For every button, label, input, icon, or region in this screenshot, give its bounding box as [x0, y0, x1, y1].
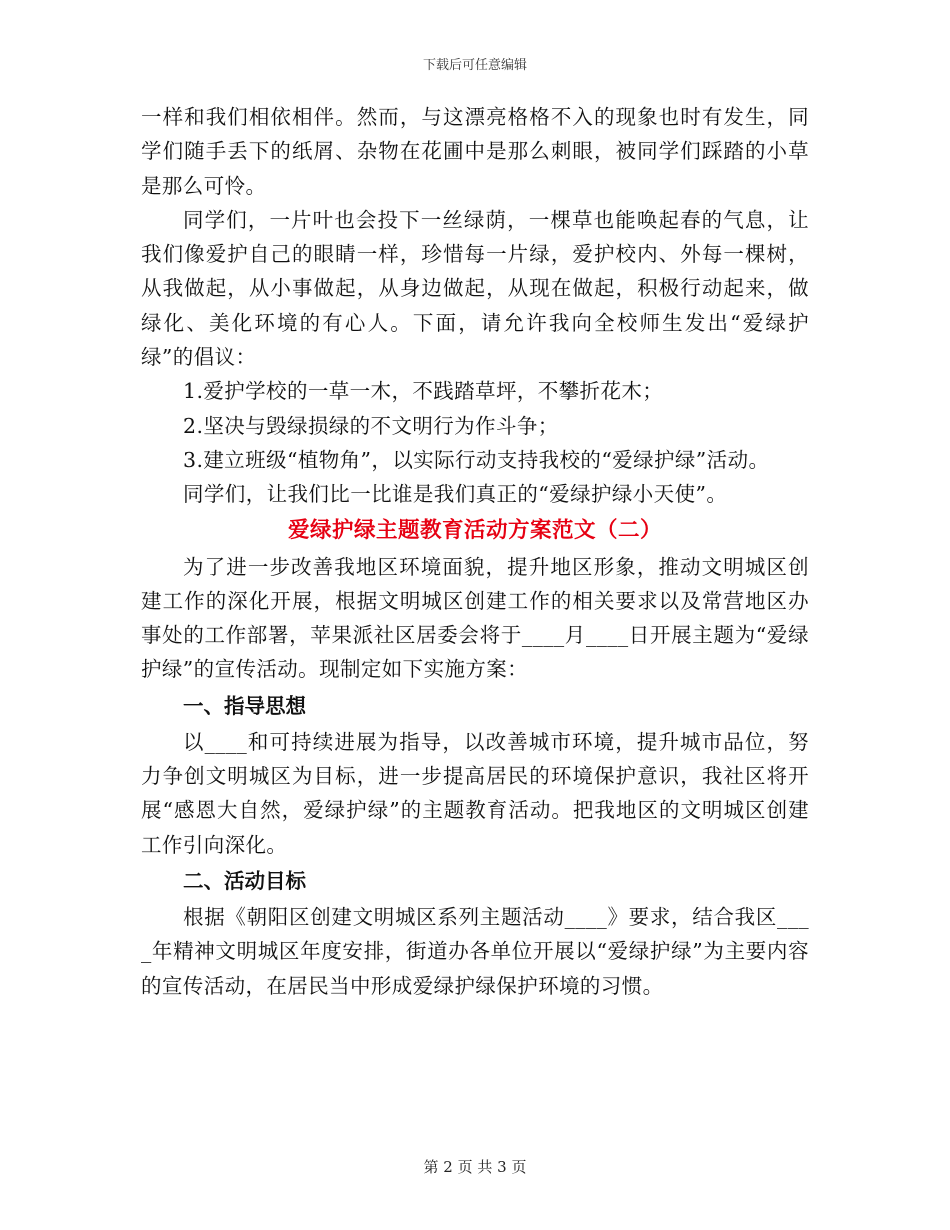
- proposal-item-3: 3.建立班级“植物角”，以实际行动支持我校的“爱绿护绿”活动。: [183, 447, 770, 472]
- heading-guiding-thought: 一、指导思想: [183, 693, 306, 718]
- page-number: 第 2 页 共 3 页: [423, 1158, 527, 1176]
- paragraph-activity-goal: 根据《朝阳区创建文明城区系列主题活动____》要求，结合我区____年精神文明城区年度安排，街道办各单位开展以“爱绿护绿”为主要内容的宣传活动，在居民当中形成爱绿护绿保护环境的习惯。: [141, 904, 809, 998]
- document-body: [141, 100, 809, 1003]
- section-title: 爱绿护绿主题教育活动方案范文（二）: [287, 517, 662, 543]
- heading-activity-goal: 二、活动目标: [183, 868, 306, 893]
- paragraph-proposal-intro: 同学们，一片叶也会投下一丝绿荫，一棵草也能唤起春的气息，让我们像爱护自己的眼睛一样，珍惜每一片绿，爱护校内、外每一棵树，从我做起，从小事做起，从身边做起，从现在做起，积极行动起来，做绿化、美化环境的有心人。下面，请允许我向全校师生发出“爱绿护绿”的倡议：: [141, 207, 809, 370]
- paragraph-plan-intro: 为了进一步改善我地区环境面貌，提升地区形象，推动文明城区创建工作的深化开展，根据文明城区创建工作的相关要求以及常营地区办事处的工作部署，苹果派社区居委会将于____月____日开展主题为“爱绿护绿”的宣传活动。现制定如下实施方案：: [141, 554, 809, 682]
- paragraph-continued: 一样和我们相依相伴。然而，与这漂亮格格不入的现象也时有发生，同学们随手丢下的纸屑、杂物在花圃中是那么刺眼，被同学们踩踏的小草是那么可怜。: [141, 105, 809, 198]
- proposal-item-1: 1.爱护学校的一草一木，不践踏草坪，不攀折花木；: [183, 379, 664, 404]
- paragraph-closing: 同学们，让我们比一比谁是我们真正的“爱绿护绿小天使”。: [183, 482, 728, 507]
- paragraph-guiding-thought: 以____和可持续进展为指导，以改善城市环境，提升城市品位，努力争创文明城区为目标，进一步提高居民的环境保护意识，我社区将开展“感恩大自然，爱绿护绿”的主题教育活动。把我地区的文明城区创建工作引向深化。: [141, 729, 809, 857]
- proposal-item-2: 2.坚决与毁绿损绿的不文明行为作斗争；: [183, 413, 559, 438]
- page-header: 下载后可任意编辑: [422, 58, 527, 73]
